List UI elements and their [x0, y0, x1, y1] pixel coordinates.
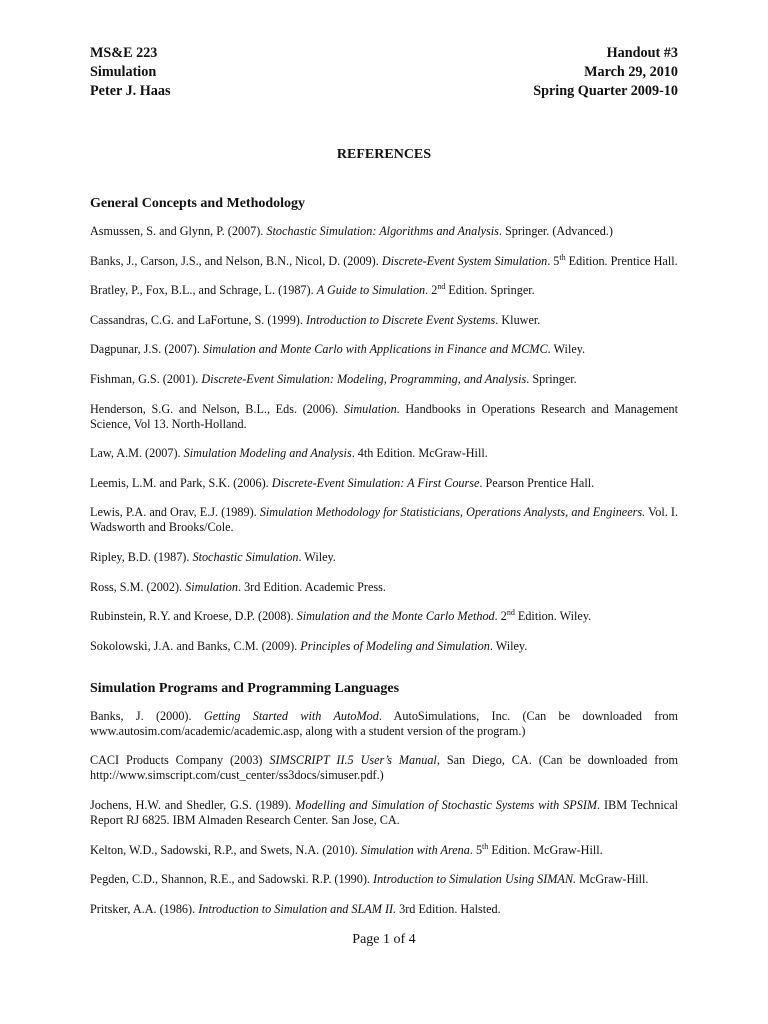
reference-entry [90, 313, 678, 328]
reference-text: . IBM Technical Report RJ 6825. IBM Almaden Research Center. San Jose, CA. [90, 797, 678, 827]
handout-term: Spring Quarter 2009-10 [533, 83, 678, 99]
reference-title: Stochastic Simulation [192, 549, 299, 564]
reference-text: Cassandras, C.G. and LaFortune, S. (1999). [90, 312, 306, 327]
reference-text: Pegden, C.D., Shannon, R.E., and Sadowski. R.P. (1990). [90, 872, 374, 887]
reference-entry [90, 342, 678, 357]
reference-text: Edition. McGraw-Hill. [488, 842, 603, 857]
reference-title: Simulation and Monte Carlo with Applications in Finance and MCMC [202, 342, 548, 357]
reference-text: Bratley, P., Fox, B.L., and Schrage, L. (1987). [90, 283, 317, 298]
page-title: REFERENCES [336, 147, 432, 162]
reference-text: . 2 [494, 609, 507, 624]
handout-number: Handout #3 [606, 45, 678, 61]
reference-title: Simulation with Arena [360, 842, 470, 857]
document-page [90, 44, 678, 931]
course-code: MS&E 223 [90, 45, 158, 61]
reference-text: Law, A.M. (2007). [90, 446, 184, 461]
ordinal-suffix: nd [437, 282, 446, 292]
reference-text: Asmussen, S. and Glynn, P. (2007). [90, 224, 267, 238]
ordinal-suffix: th [482, 841, 489, 851]
reference-entry [90, 372, 678, 387]
reference-text: Kelton, W.D., Sadowski, R.P., and Swets, N.A. (2010). [90, 842, 361, 857]
reference-entry [90, 550, 678, 565]
reference-text: Ross, S.M. (2002). [90, 579, 186, 594]
reference-entry [90, 224, 678, 239]
handout-date: March 29, 2010 [584, 64, 678, 80]
reference-entry [90, 446, 678, 461]
reference-entry [90, 798, 678, 828]
reference-list-programs [90, 709, 678, 917]
page-number: Page 1 of 4 [352, 932, 416, 947]
reference-text: . Wiley. [298, 549, 336, 564]
reference-entry [90, 753, 678, 783]
reference-text: Vol. I. Wadsworth and Brooks/Cole. [90, 505, 679, 535]
reference-list-general [90, 224, 678, 654]
reference-title: Simulation Methodology for Statisticians, Operations Analysts, and Engineers. [259, 505, 646, 520]
course-info [90, 44, 171, 101]
reference-text: . 4th Edition. McGraw-Hill. [351, 446, 488, 461]
reference-text: Edition. Springer. [445, 283, 535, 298]
reference-title: Discrete-Event System Simulation [381, 253, 548, 268]
reference-text: Ripley, B.D. (1987). [90, 549, 193, 564]
reference-text: . Wiley. [489, 638, 528, 653]
reference-title: Principles of Modeling and Simulation [300, 638, 490, 653]
reference-text: Banks, J., Carson, J.S., and Nelson, B.N., Nicol, D. (2009). [90, 253, 382, 268]
reference-title: Simulation and the Monte Carlo Method [296, 609, 495, 624]
reference-text: . 3rd Edition. Academic Press. [237, 579, 386, 594]
reference-text: . 5 [547, 253, 560, 268]
instructor-name: Peter J. Haas [90, 83, 171, 99]
handout-info [533, 44, 678, 101]
reference-title: Discrete-Event Simulation: Modeling, Programming, and Analysis [201, 371, 527, 386]
reference-entry [90, 609, 678, 624]
reference-text: 3rd Edition. Halsted. [396, 901, 501, 916]
course-name: Simulation [90, 64, 157, 80]
reference-entry [90, 476, 678, 491]
reference-text: Dagpunar, J.S. (2007). [90, 342, 203, 357]
ordinal-suffix: th [559, 252, 566, 262]
reference-title: Discrete-Event Simulation: A First Course [271, 475, 480, 490]
reference-text: Fishman, G.S. (2001). [90, 371, 202, 386]
reference-text: . Handbooks in Operations Research and Management Science, Vol 13. North-Holland. [90, 401, 678, 431]
reference-text: McGraw-Hill. [576, 872, 649, 887]
reference-text: CACI Products Company (2003) [90, 753, 270, 768]
reference-entry [90, 254, 678, 269]
section-heading-programs: Simulation Programs and Programming Languages [90, 680, 400, 696]
reference-text: Banks, J. (2000). [90, 708, 204, 723]
reference-text: . Springer. (Advanced.) [498, 224, 613, 238]
reference-text: Leemis, L.M. and Park, S.K. (2006). [90, 475, 272, 490]
reference-text: . 5 [469, 842, 483, 857]
reference-text: Edition. Wiley. [514, 609, 592, 624]
reference-entry [90, 902, 678, 917]
reference-entry [90, 843, 678, 858]
reference-title: Stochastic Simulation: Algorithms and Analysis [266, 224, 499, 238]
reference-entry [90, 402, 678, 432]
reference-text: . Pearson Prentice Hall. [479, 475, 595, 490]
reference-title: Introduction to Simulation and SLAM II. [198, 901, 397, 916]
reference-text: Pritsker, A.A. (1986). [90, 901, 199, 916]
reference-text: Henderson, S.G. and Nelson, B.L., Eds. (2006). [90, 401, 344, 416]
reference-entry [90, 580, 678, 595]
handout-header [90, 44, 678, 101]
reference-title: Introduction to Simulation Using SIMAN. [373, 872, 577, 887]
reference-text: Jochens, H.W. and Shedler, G.S. (1989). [90, 797, 296, 812]
reference-title: SIMSCRIPT II.5 User’s Manual [269, 753, 437, 768]
reference-text: . Kluwer. [495, 312, 541, 327]
reference-title: Simulation Modeling and Analysis [183, 446, 352, 461]
reference-title: Getting Started with AutoMod [203, 708, 379, 723]
reference-text: Edition. Prentice Hall. [565, 253, 678, 268]
reference-text: Lewis, P.A. and Orav, E.J. (1989). [90, 505, 260, 520]
reference-text: Sokolowski, J.A. and Banks, C.M. (2009). [90, 638, 301, 653]
reference-text: Rubinstein, R.Y. and Kroese, D.P. (2008). [90, 609, 297, 624]
ordinal-suffix: nd [506, 608, 515, 618]
reference-text: . Wiley. [547, 342, 586, 357]
reference-text: . 2 [425, 283, 438, 298]
section-heading-general: General Concepts and Methodology [90, 196, 306, 211]
reference-entry [90, 639, 678, 654]
reference-entry [90, 505, 678, 535]
reference-text: , San Diego, CA. (Can be downloaded from http://www.simscript.com/cust_center/ss3docs/simuser.pdf.) [90, 753, 678, 783]
reference-text: . Springer. [526, 371, 577, 386]
reference-entry [90, 283, 678, 298]
reference-title: Simulation [343, 401, 397, 416]
reference-title: A Guide to Simulation [316, 283, 426, 298]
reference-title: Simulation [185, 579, 238, 594]
reference-title: Introduction to Discrete Event Systems [305, 312, 496, 327]
reference-title: Modelling and Simulation of Stochastic Systems with SPSIM [295, 797, 598, 812]
reference-entry [90, 709, 678, 739]
reference-text: . AutoSimulations, Inc. (Can be downloaded from www.autosim.com/academic/academic.asp, along with a student version of the program.) [90, 708, 678, 738]
reference-entry [90, 872, 678, 887]
